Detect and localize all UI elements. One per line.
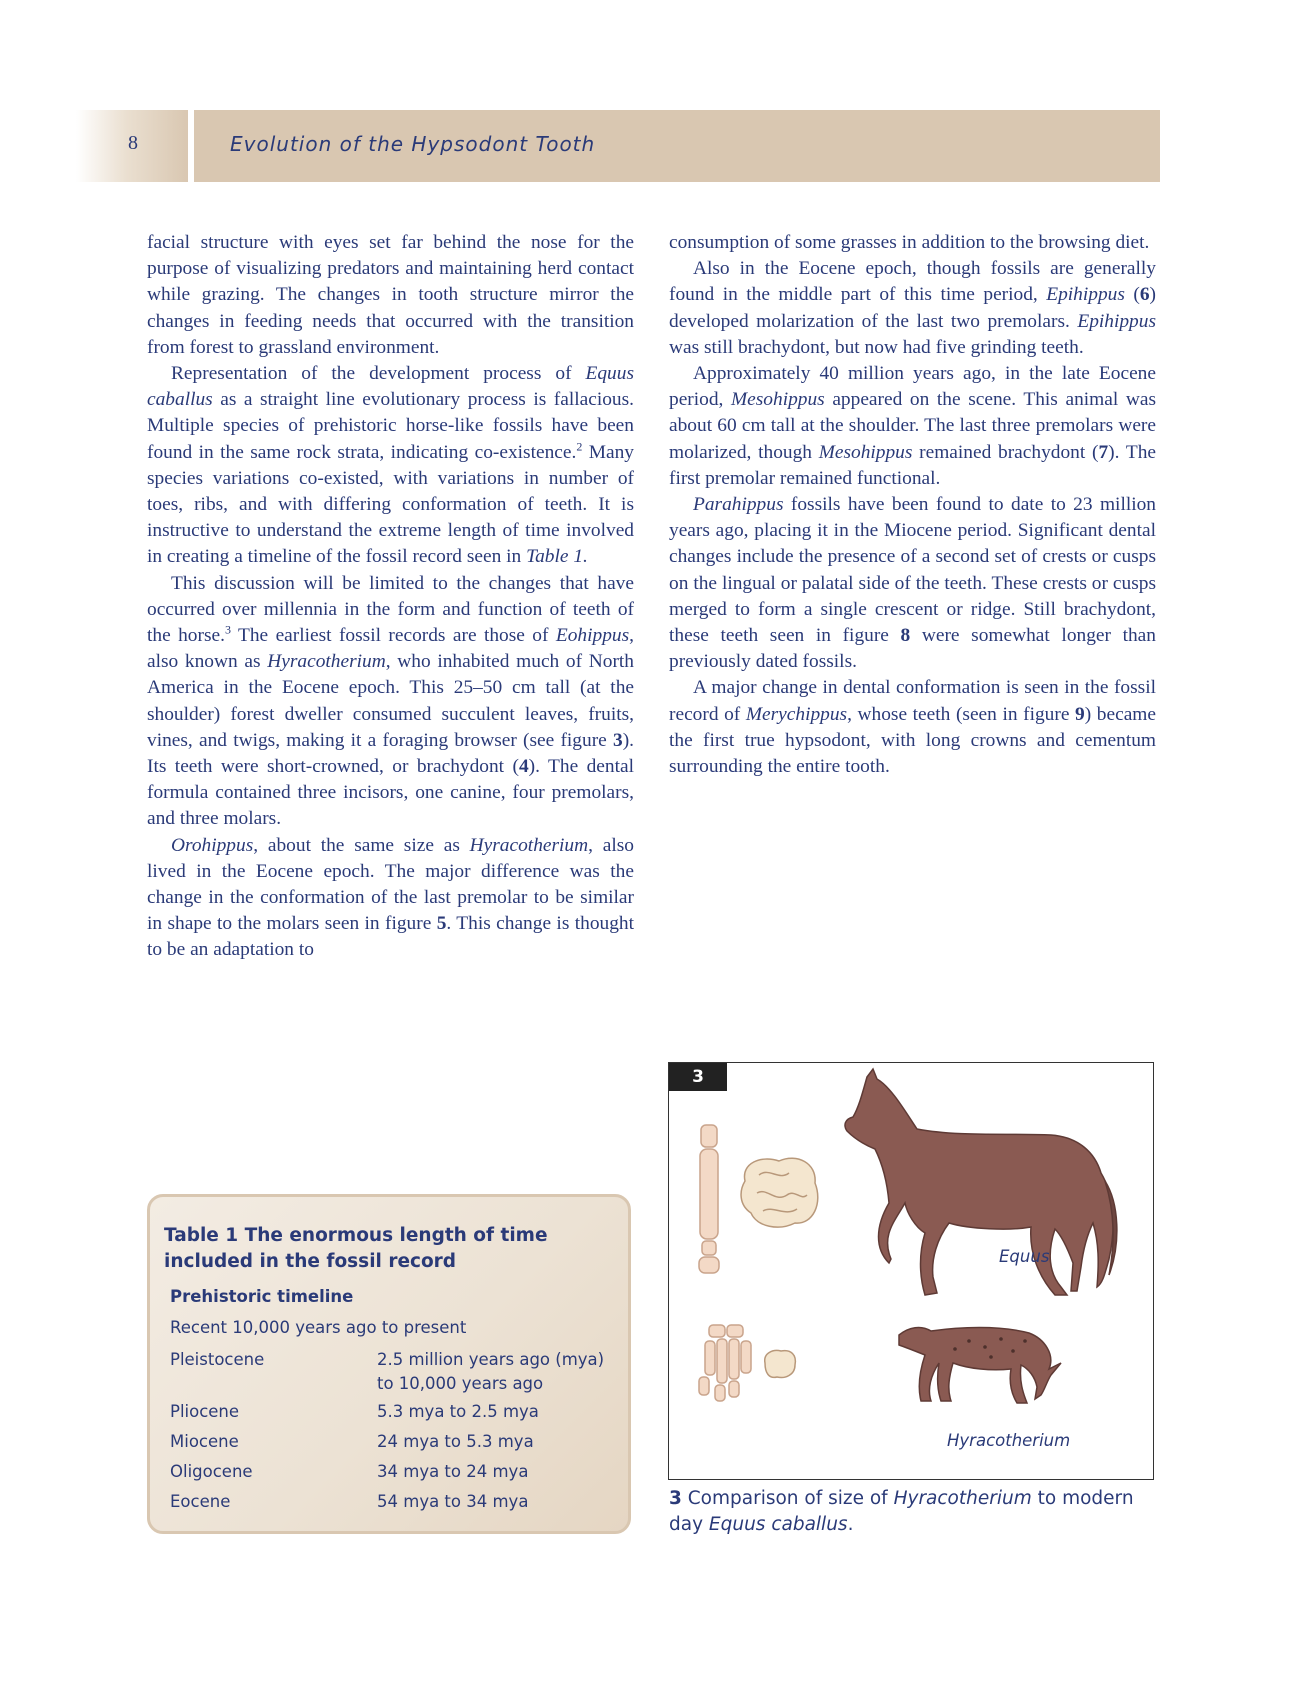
paragraph: Also in the Eocene epoch, though fossils are generally found in the middle part of this time period, Epihippus (6) developed molarization of the last two premolars. Epihippus was still brachydont, but now had five grinding teeth. xyxy=(669,258,1156,358)
running-header xyxy=(76,110,1160,182)
paragraph: Parahippus fossils have been found to date to 23 million years ago, placing it in the Miocene period. Significant dental changes include the presence of a second set of crests or cusps on the lingual or palatal side of the teeth. These crests or cusps merged to form a single crescent or ridge. Still brachydont, these teeth seen in figure 8 were somewhat longer than previously dated fossils. xyxy=(669,494,1156,673)
era-range: 24 mya to 5.3 mya xyxy=(377,1432,534,1451)
era-range: 54 mya to 34 mya xyxy=(377,1492,529,1511)
hyracotherium-tooth-icon xyxy=(765,1351,796,1378)
running-title: Evolution of the Hypsodont Tooth xyxy=(230,132,596,156)
equus-molar-icon xyxy=(741,1158,818,1227)
table-title: Table 1 The enormous length of time included in the fossil record xyxy=(164,1225,548,1272)
era-name: Pleistocene xyxy=(170,1350,265,1369)
table-subtitle: Prehistoric timeline xyxy=(170,1287,354,1306)
era-name: Eocene xyxy=(170,1492,231,1511)
label-equus: Equus xyxy=(999,1247,1050,1266)
paragraph: Representation of the development process of Equus caballus as a straight line evolutionary process is fallacious. Multiple species of prehistoric horse-like fossils have been found in the same rock strata, indicating co-existence.$^2$ Many species variations co-existed, with variations in number of toes, ribs, and with differing conformation of teeth. It is instructive to understand the extreme length of time involved in creating a timeline of the fossil record seen in Table 1. xyxy=(147,363,634,568)
page-number: 8 xyxy=(128,132,138,154)
right-column xyxy=(669,230,1156,780)
label-hyracotherium: Hyracotherium xyxy=(947,1431,1071,1450)
paragraph: facial structure with eyes set far behind the nose for the purpose of visualizing predators and maintaining herd contact while grazing. The changes in tooth structure mirror the changes in feeding needs that occurred with the transition from forest to grassland environment. xyxy=(147,232,634,358)
table-recent-row: Recent 10,000 years ago to present xyxy=(170,1318,467,1337)
paragraph: Approximately 40 million years ago, in the late Eocene period, Mesohippus appeared on the scene. This animal was about 60 cm tall at the shoulder. The last three premolars were molarized, though Mesohippus remained brachydont (7). The first premolar remained functional. xyxy=(669,363,1156,489)
running-title-block xyxy=(194,110,1160,182)
paragraph: This discussion will be limited to the changes that have occurred over millennia in the form and function of teeth of the horse.$^3$ The earliest fossil records are those of Eohippus, also known as Hyracotherium, who inhabited much of North America in the Eocene epoch. This 25–50 cm tall (at the shoulder) forest dweller consumed succulent leaves, fruits, vines, and twigs, making it a foraging browser (see figure 3). Its teeth were short-crowned, or brachydont (4). The dental formula contained three incisors, one canine, four premolars, and three molars. xyxy=(147,572,635,830)
paragraph: Orohippus, about the same size as Hyracotherium, also lived in the Eocene epoch. The major difference was the change in the conformation of the last premolar to be similar in shape to the molars seen in figure 5. This change is thought to be an adaptation to xyxy=(147,834,635,961)
figure-3 xyxy=(668,1062,1154,1480)
hyracotherium-animal-icon xyxy=(899,1328,1061,1404)
era-name: Pliocene xyxy=(170,1402,240,1421)
era-name: Oligocene xyxy=(170,1462,253,1481)
era-range: 2.5 million years ago (mya) to 10,000 years ago xyxy=(377,1350,605,1393)
paragraph: A major change in dental conformation is seen in the fossil record of Merychippus, whose teeth (seen in figure 9) became the first true hypsodont, with long crowns and cementum surrounding the entire tooth. xyxy=(669,677,1156,778)
figure-3-illustration xyxy=(669,1063,1155,1481)
paragraph: consumption of some grasses in addition to the browsing diet. xyxy=(669,232,1150,253)
era-range: 34 mya to 24 mya xyxy=(377,1462,529,1481)
equus-leg-bone-icon xyxy=(699,1125,719,1273)
era-name: Miocene xyxy=(170,1432,239,1451)
page-number-block xyxy=(76,110,188,182)
equus-horse-icon xyxy=(845,1069,1117,1295)
figure-badge: 3 xyxy=(669,1063,727,1091)
era-range: 5.3 mya to 2.5 mya xyxy=(377,1402,539,1421)
figure-caption: 3 Comparison of size of Hyracotherium to modern day Equus caballus. xyxy=(669,1488,1134,1535)
hyracotherium-foot-bones-icon xyxy=(699,1325,751,1401)
table-1-box xyxy=(147,1194,631,1534)
left-column xyxy=(147,230,634,964)
